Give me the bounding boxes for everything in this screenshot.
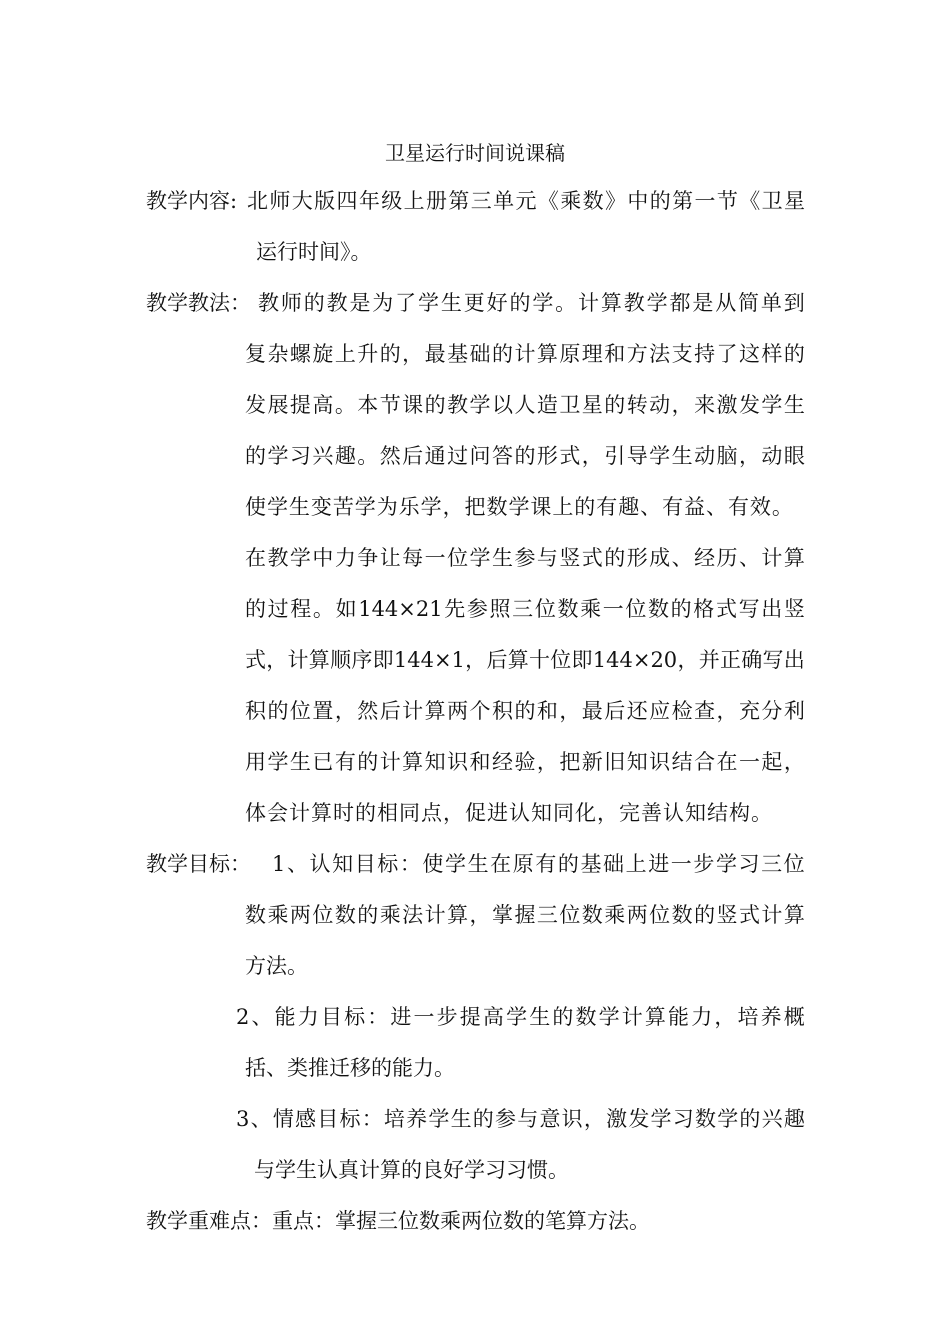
goals-line-1: 1 、 认 知 目 标 ： 使 学 生 在 原 有 的 基 础 上 进 一 步 学 习 三 位 (272, 852, 805, 876)
goals-line-5: 括、类推迁移的能力。 (245, 1056, 455, 1080)
goals-line-7: 与学生认真计算的良好学习习惯。 (254, 1158, 569, 1182)
content-line-2: 运行时间》。 (256, 240, 372, 264)
method-line-5: 使 学 生 变 苦 学 为 乐 学 ， 把 数 学 课 上 的 有 趣 、 有 益 、 有 效 。 (245, 495, 793, 519)
method-line-1: 教 师 的 教 是 为 了 学 生 更 好 的 学 。 计 算 教 学 都 是 从 简 单 到 (258, 291, 805, 315)
document-title: 卫星运行时间说课稿 (385, 141, 565, 165)
method-line-4: 的 学 习 兴 趣 。 然 后 通 过 问 答 的 形 式 ， 引 导 学 生 动 脑 ， 动 眼 (245, 444, 805, 468)
goals-label: 教学目标： (146, 852, 251, 876)
method-line-9: 积 的 位 置 ， 然 后 计 算 两 个 积 的 和 ， 最 后 还 应 检 查 ， 充 分 利 (245, 699, 805, 723)
content-label: 教学内容: (146, 189, 238, 213)
method-line-7: 的 过 程 。 如 144×21 先 参 照 三 位 数 乘 一 位 数 的 格 式 写 出 竖 (245, 597, 805, 621)
key-points-line-1: 重点：掌握三位数乘两位数的笔算方法。 (272, 1209, 650, 1233)
goals-line-3: 方法。 (245, 954, 308, 978)
method-label: 教学教法： (146, 291, 251, 315)
content-line-1: 北 师 大 版 四 年 级 上 册 第 三 单 元 《 乘 数 》 中 的 第 一 节 《 卫 星 (247, 189, 805, 213)
method-line-2: 复 杂 螺 旋 上 升 的 ， 最 基 础 的 计 算 原 理 和 方 法 支 持 了 这 样 的 (245, 342, 805, 366)
method-line-8: 式 ， 计 算 顺 序 即 144×1 ， 后 算 十 位 即 144×20 ， 并 正 确 写 出 (245, 648, 805, 672)
goals-line-4: 2 、 能 力 目 标 ： 进 一 步 提 高 学 生 的 数 学 计 算 能 力 ， 培 养 概 (236, 1005, 805, 1029)
goals-line-2: 数 乘 两 位 数 的 乘 法 计 算 ， 掌 握 三 位 数 乘 两 位 数 的 竖 式 计 算 (245, 903, 805, 927)
method-line-6: 在 教 学 中 力 争 让 每 一 位 学 生 参 与 竖 式 的 形 成 、 经 历 、 计 算 (245, 546, 805, 570)
method-line-11: 体 会 计 算 时 的 相 同 点 ， 促 进 认 知 同 化 ， 完 善 认 知 结 构 。 (245, 801, 772, 825)
method-line-3: 发 展 提 高 。 本 节 课 的 教 学 以 人 造 卫 星 的 转 动 ， 来 激 发 学 生 (245, 393, 805, 417)
goals-line-6: 3 、 情 感 目 标 ： 培 养 学 生 的 参 与 意 识 ， 激 发 学 习 数 学 的 兴 趣 (236, 1107, 805, 1131)
key-points-label: 教学重难点： (146, 1209, 272, 1233)
method-line-10: 用 学 生 已 有 的 计 算 知 识 和 经 验 ， 把 新 旧 知 识 结 合 在 一 起 ， (245, 750, 805, 774)
